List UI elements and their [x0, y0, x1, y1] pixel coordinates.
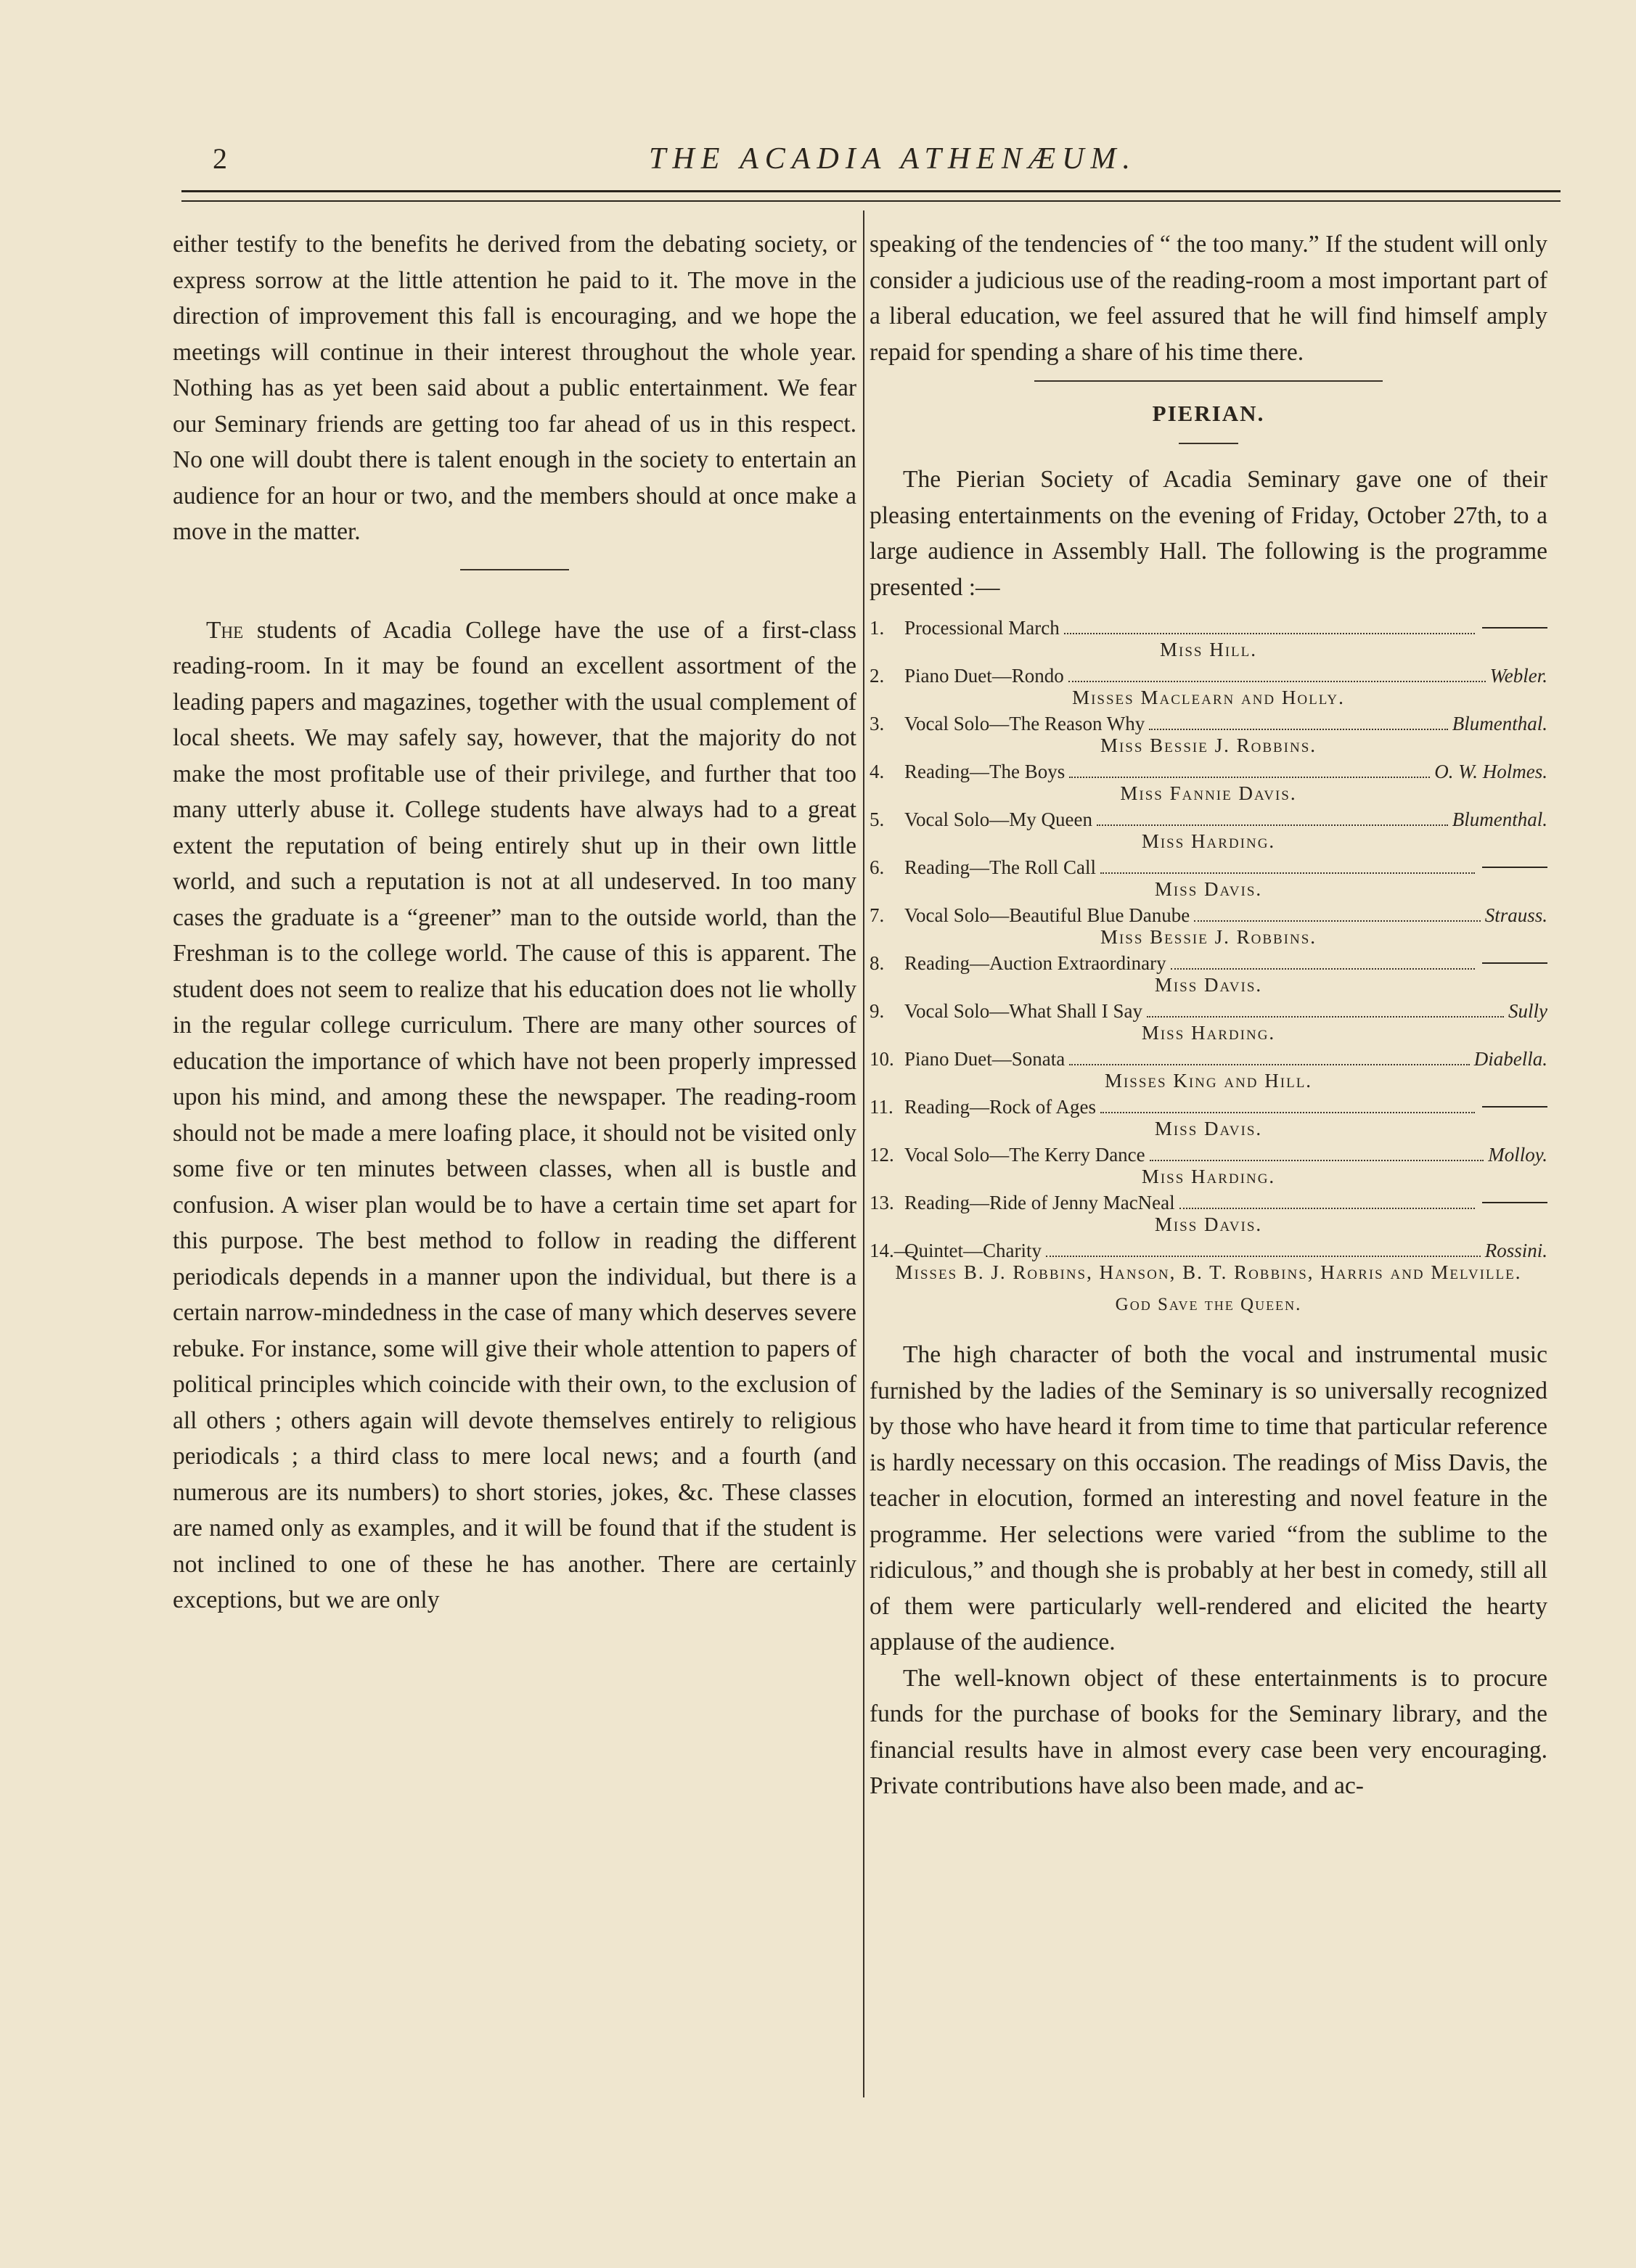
- programme-item: [870, 1096, 1547, 1139]
- programme-item: [870, 1192, 1547, 1235]
- programme-list: [870, 617, 1547, 1283]
- programme-item-number: 11.: [870, 1096, 893, 1118]
- leader-dots: [1100, 859, 1475, 874]
- programme-item-performers: Miss Bessie J. Robbins.: [1100, 734, 1317, 756]
- programme-item: [870, 1144, 1547, 1187]
- programme-item-line: [870, 1096, 1547, 1118]
- heading-rule: [1179, 443, 1238, 444]
- programme-item: [870, 808, 1547, 852]
- programme-item-title: Piano Duet—Sonata: [904, 1048, 1066, 1070]
- programme-item-line: [870, 665, 1547, 687]
- section-heading: PIERIAN.: [1152, 401, 1265, 426]
- column-divider: [863, 210, 864, 2097]
- leader-dots: [1171, 955, 1475, 970]
- programme-item-title: Quintet—Charity: [904, 1240, 1042, 1261]
- right-column: [870, 226, 1547, 1804]
- programme-item-line: [870, 952, 1547, 974]
- composer-dash: [1482, 962, 1547, 964]
- programme-item-line: [870, 1192, 1547, 1213]
- programme-item-title: Reading—Auction Extraordinary: [904, 952, 1166, 974]
- left-paragraph-2: [173, 613, 856, 1618]
- leader-dots: [1147, 1003, 1504, 1018]
- programme-item-title: Vocal Solo—The Reason Why: [904, 713, 1145, 734]
- programme-item-number: 4.: [870, 761, 885, 782]
- programme-item-number: 8.: [870, 952, 885, 974]
- left-column: [173, 226, 856, 1618]
- running-title: THE ACADIA ATHENÆUM.: [649, 142, 1137, 176]
- composer-dash: [1482, 1106, 1547, 1108]
- programme-item-number: 5.: [870, 808, 885, 830]
- programme-item: [870, 665, 1547, 708]
- leader-dots: [1069, 763, 1430, 778]
- programme-item: [870, 904, 1547, 948]
- header-rule-thin: [181, 200, 1561, 202]
- leader-dots: [1179, 1195, 1475, 1209]
- programme-item-line: [870, 1240, 1547, 1261]
- programme-item-number: 3.: [870, 713, 885, 734]
- programme-item-performers: Miss Bessie J. Robbins.: [1100, 926, 1317, 948]
- programme-item-composer: Blumenthal.: [1452, 713, 1547, 734]
- programme-item-number: 14.—: [870, 1240, 914, 1261]
- left-paragraph-1: either testify to the benefits he derived from the debating society, or express sorrow at the little attention he paid to it. The move in the direction of improvement this fall is encouraging, and we hope the meetings will continue in their interest throughout the whole year. Nothing has as yet been said about a public entertainment. We fear our Seminary friends are getting too far ahead of us in this respect. No one will doubt there is talent enough in the society to entertain an audience for an hour or two, and the members should at once make a move in the matter.: [173, 231, 856, 545]
- composer-dash: [1482, 627, 1547, 629]
- closing-line: God Save the Queen.: [1115, 1295, 1302, 1314]
- programme-item-performers: Miss Harding.: [1141, 1166, 1276, 1187]
- programme-item-title: Vocal Solo—My Queen: [904, 808, 1092, 830]
- right-paragraph-3: The well-known object of these entertainments is to procure funds for the purchase of books for the Seminary library, and the financial results have in almost every case been very encouraging. Private contributions have also been made, and ac-: [870, 1664, 1547, 1799]
- lead-word: The: [206, 616, 244, 644]
- programme-item-performers: Miss Davis.: [1154, 1118, 1263, 1139]
- leader-dots: [1100, 1099, 1475, 1113]
- programme-item-composer: Molloy.: [1488, 1144, 1547, 1166]
- programme-item-composer: Webler.: [1489, 665, 1547, 687]
- programme-item-composer: Blumenthal.: [1452, 808, 1547, 830]
- programme-item-line: [870, 617, 1547, 639]
- header-rule: [181, 190, 1561, 192]
- programme-item-performers: Misses Maclearn and Holly.: [1072, 687, 1345, 708]
- leader-dots: [1097, 811, 1448, 826]
- programme-item-composer: Rossini.: [1484, 1240, 1547, 1261]
- programme-item-title: Reading—The Roll Call: [904, 856, 1096, 878]
- programme-item-line: [870, 808, 1547, 830]
- leader-dots: [1194, 907, 1481, 922]
- programme-item-title: Vocal Solo—Beautiful Blue Danube: [904, 904, 1190, 926]
- programme-item-performers: Miss Fannie Davis.: [1120, 782, 1297, 804]
- programme-item-title: Processional March: [904, 617, 1060, 639]
- programme-item-composer: Sully: [1508, 1000, 1547, 1022]
- leader-dots: [1068, 668, 1486, 682]
- programme-item-number: 6.: [870, 856, 885, 878]
- programme-item-title: Vocal Solo—What Shall I Say: [904, 1000, 1142, 1022]
- programme-item: [870, 761, 1547, 804]
- composer-dash: [1482, 867, 1547, 868]
- programme-item-line: [870, 1144, 1547, 1166]
- programme-item-composer: O. W. Holmes.: [1434, 761, 1547, 782]
- right-paragraph-1: speaking of the tendencies of “ the too many.” If the student will only consider a judicious use of the reading-room a most important part of a liberal education, we feel assured that he will find himself amply repaid for spending a share of his time there.: [870, 231, 1547, 366]
- leader-dots: [1064, 620, 1475, 634]
- leader-dots: [1046, 1243, 1481, 1257]
- leader-dots: [1149, 716, 1448, 730]
- programme-item-line: [870, 713, 1547, 734]
- programme-item-line: [870, 1000, 1547, 1022]
- programme-item-number: 1.: [870, 617, 885, 639]
- programme-item-number: 10.: [870, 1048, 894, 1070]
- programme-item: [870, 1048, 1547, 1092]
- section-separator: [460, 569, 569, 570]
- programme-item-performers: Miss Hill.: [1159, 639, 1257, 660]
- programme-item-performers: Miss Davis.: [1154, 974, 1263, 996]
- composer-dash: [1482, 1202, 1547, 1203]
- programme-item-composer: Diabella.: [1473, 1048, 1547, 1070]
- programme-item-number: 12.: [870, 1144, 894, 1166]
- right-paragraph-2: The high character of both the vocal and instrumental music furnished by the ladies of the Seminary is so universally recognized by those who have heard it from time to time that particular reference is hardly necessary on this occasion. The readings of Miss Davis, the teacher in elocution, formed an interesting and novel feature in the programme. Her selections were varied “from the sublime to the ridiculous,” and though she is probably at her best in comedy, still all of them were particularly well-rendered and elicited the hearty applause of the audience.: [870, 1341, 1547, 1655]
- programme-item-line: [870, 856, 1547, 878]
- page-number: 2: [213, 142, 227, 175]
- programme-item: [870, 856, 1547, 900]
- programme-item-line: [870, 904, 1547, 926]
- programme-item-line: [870, 1048, 1547, 1070]
- programme-item-title: Piano Duet—Rondo: [904, 665, 1064, 687]
- programme-item-number: 9.: [870, 1000, 885, 1022]
- programme-item-number: 13.: [870, 1192, 894, 1213]
- programme-item-performers: Miss Harding.: [1141, 1022, 1276, 1044]
- programme-item-performers: Misses King and Hill.: [1104, 1070, 1313, 1092]
- programme-item-title: Reading—Ride of Jenny MacNeal: [904, 1192, 1175, 1213]
- programme-item-performers: Miss Davis.: [1154, 878, 1263, 900]
- left-paragraph-2-body: students of Acadia College have the use of a first-class reading-room. In it may be found an excellent assortment of the leading papers and magazines, together with the usual complement of local sheets. We may safely say, however, that the majority do not make the most profitable use of their privilege, and further that too many utterly abuse it. College students have always had to a great extent the reputation of being entirely shut up in their own little world, and such a reputation is not at all undeserved. In too many cases the graduate is a “greener” man to the outside world, than the Freshman is to the college world. The cause of this is apparent. The student does not seem to realize that his education does not lie wholly in the regular college curriculum. There are many other sources of education the importance of which have not been properly impressed upon his mind, and among these the newspaper. The reading-room should not be made a mere loafing place, it should not be visited only some five or ten minutes between classes, when all is bustle and confusion. A wiser plan would be to have a certain time set apart for this purpose. The best method to follow in reading the different periodicals depends in a manner upon the individual, but there is a certain narrow-mindedness in the case of many which deserves severe rebuke. For instance, some will give their whole attention to papers of political principles which coincide with their own, to the exclusion of all others ; others again will devote themselves entirely to religious periodicals ; a third class to mere local news; and a fourth (and numerous are its numbers) to short stories, jokes, &c. These classes are named only as examples, and it will be found that if the student is not inclined to one of these he has another. There are certainly exceptions, but we are only: [173, 616, 856, 1613]
- programme-item-performers: Misses B. J. Robbins, Hanson, B. T. Robbins, Harris and Melville.: [895, 1261, 1522, 1283]
- programme-item-performers: Miss Davis.: [1154, 1213, 1263, 1235]
- programme-item-title: Vocal Solo—The Kerry Dance: [904, 1144, 1145, 1166]
- programme-item: [870, 1000, 1547, 1044]
- section-separator-right: [1034, 380, 1383, 382]
- pierian-intro: The Pierian Society of Acadia Seminary gave one of their pleasing entertainments on the evening of Friday, October 27th, to a large audience in Assembly Hall. The following is the programme presented :—: [870, 466, 1547, 601]
- programme-item-performers: Miss Harding.: [1141, 830, 1276, 852]
- programme-item-composer: Strauss.: [1484, 904, 1547, 926]
- programme-item-title: Reading—Rock of Ages: [904, 1096, 1096, 1118]
- programme-item: [870, 1240, 1547, 1283]
- programme-item-line: [870, 761, 1547, 782]
- programme-item: [870, 617, 1547, 660]
- leader-dots: [1069, 1051, 1470, 1065]
- programme-item-title: Reading—The Boys: [904, 761, 1066, 782]
- programme-item-number: 7.: [870, 904, 885, 926]
- programme-item-number: 2.: [870, 665, 885, 687]
- programme-item: [870, 713, 1547, 756]
- programme-item: [870, 952, 1547, 996]
- leader-dots: [1150, 1147, 1484, 1161]
